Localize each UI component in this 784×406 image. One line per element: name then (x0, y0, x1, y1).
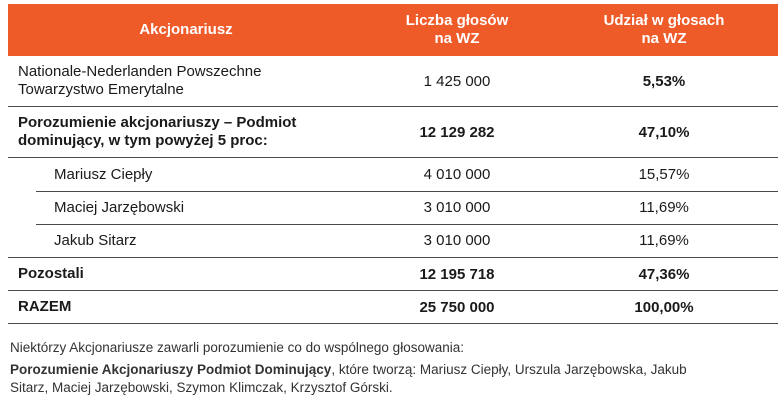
table-row-total (8, 291, 778, 324)
header-votes-line1: Liczba głosów (405, 12, 509, 29)
row-share: 5,53% (642, 72, 686, 90)
note-line-2 (10, 361, 780, 397)
table-row (8, 158, 778, 191)
row-votes: 1 425 000 (423, 72, 491, 90)
header-share-line1: Udział w głosach (603, 12, 725, 29)
note-agreement-title: Porozumienie Akcjonariuszy Podmiot Dominujący (10, 362, 332, 377)
table-row (8, 191, 778, 224)
row-name (8, 107, 364, 157)
row-name: Maciej Jarzębowski (54, 198, 185, 216)
row-share: 11,69% (639, 232, 689, 249)
row-name: Mariusz Ciepły (54, 165, 153, 183)
row-divider (36, 224, 778, 225)
table-row (8, 107, 778, 158)
table-row (8, 224, 778, 258)
row-share: 47,10% (638, 123, 690, 141)
row-votes: 3 010 000 (423, 199, 491, 216)
row-share: 11,69% (639, 199, 689, 216)
header-votes (364, 4, 550, 56)
note-agreement-members: , które tworzą: Mariusz Ciepły, Urszula Jarzębowska, Jakub (331, 362, 687, 377)
row-votes: 3 010 000 (423, 232, 491, 249)
row-name-line1: Porozumienie akcjonariuszy – Podmiot (18, 114, 297, 131)
row-share: 47,36% (638, 265, 690, 283)
row-votes: 25 750 000 (419, 298, 495, 316)
note-line-1: Niektórzy Akcjonariusze zawarli porozumienie co do wspólnego głosowania: (10, 340, 464, 355)
row-name-line2: Towarzystwo Emerytalne (18, 81, 184, 98)
row-name: RAZEM (18, 298, 72, 315)
header-share (550, 4, 778, 56)
shareholders-table (8, 4, 778, 324)
row-name-line1: Nationale-Nederlanden Powszechne (18, 63, 262, 80)
row-name: Jakub Sitarz (54, 231, 137, 249)
row-votes: 4 010 000 (423, 166, 491, 183)
row-share: 15,57% (638, 166, 690, 183)
note-agreement-members-cont: Sitarz, Maciej Jarzębowski, Szymon Klimczak, Krzysztof Górski. (10, 380, 393, 395)
row-votes: 12 129 282 (419, 123, 495, 141)
table-row (8, 56, 778, 107)
table-header (8, 4, 778, 56)
row-name-line2: dominujący, w tym powyżej 5 proc: (18, 132, 268, 149)
row-votes: 12 195 718 (419, 265, 495, 283)
table-row (8, 258, 778, 291)
header-shareholder: Akcjonariusz (139, 21, 233, 38)
row-share: 100,00% (634, 298, 694, 316)
row-name (8, 56, 364, 106)
header-votes-line2: na WZ (434, 30, 480, 47)
header-share-line2: na WZ (641, 30, 687, 47)
row-name: Pozostali (18, 265, 84, 282)
